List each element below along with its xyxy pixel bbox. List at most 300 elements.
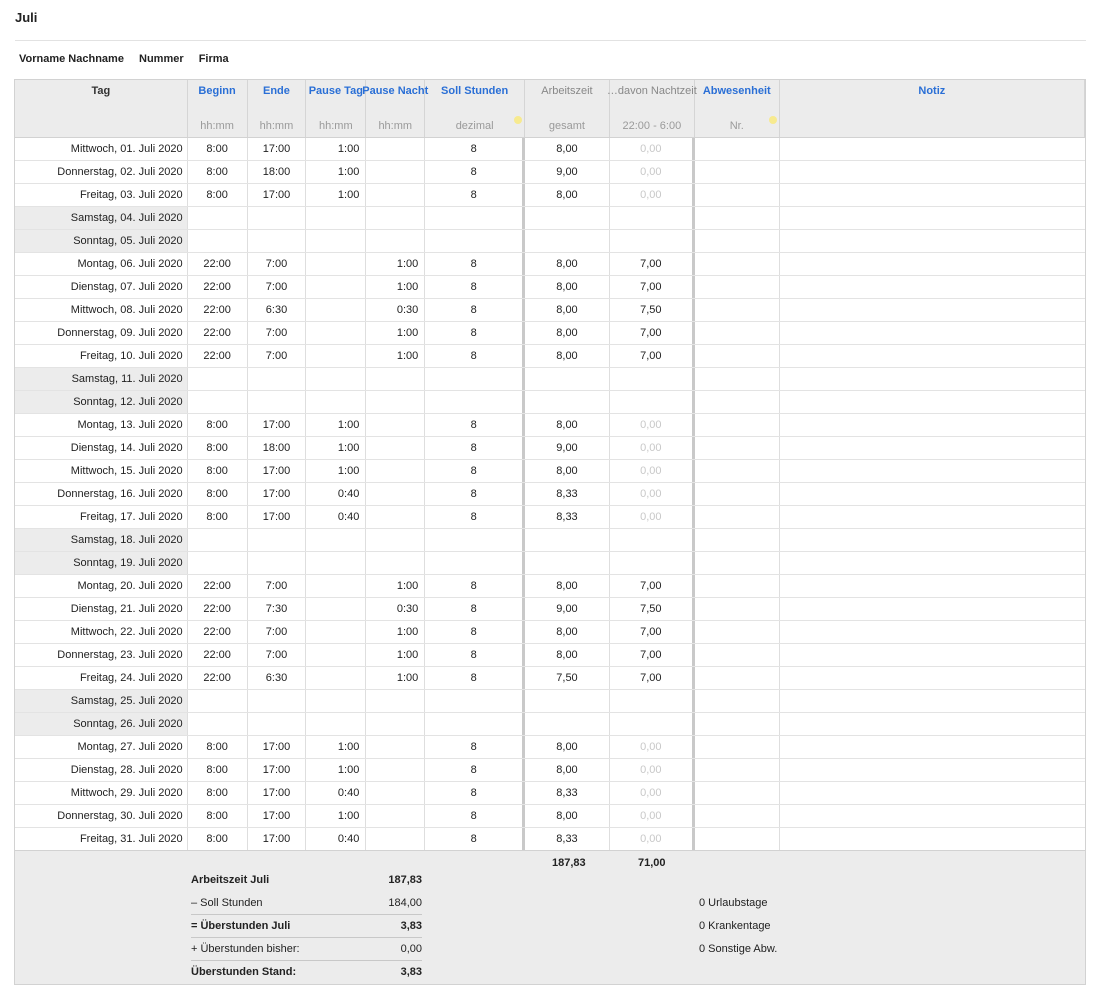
cell-ende[interactable]: 17:00 — [248, 805, 307, 827]
cell-pause-tag[interactable] — [306, 345, 366, 367]
cell-beginn[interactable]: 8:00 — [188, 483, 248, 505]
cell-pause-nacht[interactable] — [366, 460, 425, 482]
comment-marker-icon[interactable] — [514, 116, 522, 124]
cell-pause-tag[interactable] — [306, 621, 366, 643]
cell-notiz[interactable] — [780, 230, 1085, 252]
cell-pause-tag[interactable] — [306, 368, 366, 390]
cell-abwesenheit[interactable] — [695, 161, 780, 183]
cell-ende[interactable]: 7:00 — [248, 276, 307, 298]
cell-ende[interactable]: 7:00 — [248, 253, 307, 275]
cell-soll-stunden[interactable] — [425, 207, 525, 229]
cell-beginn[interactable]: 8:00 — [188, 805, 248, 827]
cell-pause-tag[interactable] — [306, 207, 366, 229]
summary-label: + Überstunden bisher: — [191, 943, 300, 955]
cell-tag: Samstag, 04. Juli 2020 — [15, 207, 188, 229]
timesheet-table — [14, 79, 1086, 985]
cell-notiz[interactable] — [780, 391, 1085, 413]
cell-beginn[interactable]: 22:00 — [188, 322, 248, 344]
cell-soll-stunden[interactable]: 8 — [425, 437, 525, 459]
cell-notiz[interactable] — [780, 184, 1085, 206]
cell-pause-tag[interactable] — [306, 253, 366, 275]
cell-tag: Dienstag, 07. Juli 2020 — [15, 276, 188, 298]
cell-soll-stunden[interactable]: 8 — [425, 414, 525, 436]
cell-abwesenheit[interactable] — [695, 828, 780, 850]
cell-soll-stunden[interactable]: 8 — [425, 736, 525, 758]
cell-beginn[interactable]: 8:00 — [188, 414, 248, 436]
cell-beginn[interactable] — [188, 207, 248, 229]
cell-notiz[interactable] — [780, 575, 1085, 597]
cell-beginn[interactable]: 22:00 — [188, 644, 248, 666]
cell-ende[interactable]: 17:00 — [248, 782, 307, 804]
cell-nachtzeit: 7,00 — [610, 621, 695, 643]
cell-soll-stunden[interactable] — [425, 391, 525, 413]
cell-abwesenheit[interactable] — [695, 621, 780, 643]
summary-label: = Überstunden Juli — [191, 920, 291, 932]
cell-arbeitszeit: 8,00 — [525, 644, 610, 666]
cell-notiz[interactable] — [780, 621, 1085, 643]
summary-row — [191, 914, 422, 937]
cell-pause-tag[interactable] — [306, 713, 366, 735]
column-unit: dezimal — [455, 120, 494, 132]
cell-ende[interactable] — [248, 713, 307, 735]
cell-soll-stunden[interactable]: 8 — [425, 759, 525, 781]
table-row — [15, 690, 1085, 713]
cell-soll-stunden[interactable]: 8 — [425, 161, 525, 183]
cell-notiz[interactable] — [780, 713, 1085, 735]
cell-pause-tag[interactable] — [306, 552, 366, 574]
cell-notiz[interactable] — [780, 253, 1085, 275]
cell-notiz[interactable] — [780, 805, 1085, 827]
cell-pause-tag[interactable]: 1:00 — [306, 161, 366, 183]
cell-ende[interactable]: 6:30 — [248, 299, 307, 321]
cell-beginn[interactable] — [188, 391, 248, 413]
cell-notiz[interactable] — [780, 414, 1085, 436]
cell-pause-nacht[interactable] — [366, 713, 425, 735]
cell-abwesenheit[interactable] — [695, 690, 780, 712]
table-row — [15, 460, 1085, 483]
cell-pause-tag[interactable] — [306, 690, 366, 712]
cell-arbeitszeit: 8,00 — [525, 138, 610, 160]
cell-abwesenheit[interactable] — [695, 138, 780, 160]
column-label: Pause Tag — [308, 85, 363, 97]
cell-beginn[interactable]: 22:00 — [188, 575, 248, 597]
cell-soll-stunden[interactable]: 8 — [425, 805, 525, 827]
cell-pause-nacht[interactable] — [366, 736, 425, 758]
cell-abwesenheit[interactable] — [695, 368, 780, 390]
cell-pause-nacht[interactable] — [366, 690, 425, 712]
cell-abwesenheit[interactable] — [695, 759, 780, 781]
cell-beginn[interactable] — [188, 230, 248, 252]
cell-pause-tag[interactable] — [306, 391, 366, 413]
cell-beginn[interactable]: 22:00 — [188, 299, 248, 321]
cell-tag: Freitag, 24. Juli 2020 — [15, 667, 188, 689]
cell-notiz[interactable] — [780, 207, 1085, 229]
cell-notiz[interactable] — [780, 644, 1085, 666]
column-header-nachtzeit — [606, 80, 697, 137]
column-unit: 22:00 - 6:00 — [622, 120, 682, 132]
table-row — [15, 161, 1085, 184]
cell-pause-nacht[interactable] — [366, 414, 425, 436]
cell-arbeitszeit: 8,00 — [525, 759, 610, 781]
cell-beginn[interactable]: 8:00 — [188, 138, 248, 160]
cell-notiz[interactable] — [780, 529, 1085, 551]
cell-tag: Donnerstag, 09. Juli 2020 — [15, 322, 188, 344]
cell-nachtzeit — [610, 690, 695, 712]
cell-tag: Donnerstag, 02. Juli 2020 — [15, 161, 188, 183]
cell-pause-tag[interactable]: 0:40 — [306, 483, 366, 505]
cell-pause-tag[interactable] — [306, 299, 366, 321]
summary-value: 3,83 — [400, 920, 422, 932]
cell-notiz[interactable] — [780, 828, 1085, 850]
cell-nachtzeit: 7,00 — [610, 322, 695, 344]
cell-notiz[interactable] — [780, 161, 1085, 183]
cell-beginn[interactable]: 8:00 — [188, 828, 248, 850]
cell-abwesenheit[interactable] — [695, 322, 780, 344]
cell-abwesenheit[interactable] — [695, 437, 780, 459]
cell-beginn[interactable] — [188, 552, 248, 574]
cell-abwesenheit[interactable] — [695, 207, 780, 229]
cell-notiz[interactable] — [780, 736, 1085, 758]
table-row — [15, 759, 1085, 782]
cell-pause-tag[interactable]: 0:40 — [306, 782, 366, 804]
cell-ende[interactable] — [248, 529, 307, 551]
cell-abwesenheit[interactable] — [695, 345, 780, 367]
cell-notiz[interactable] — [780, 138, 1085, 160]
cell-soll-stunden[interactable] — [425, 230, 525, 252]
cell-soll-stunden[interactable]: 8 — [425, 138, 525, 160]
cell-arbeitszeit — [525, 690, 610, 712]
cell-pause-nacht[interactable] — [366, 184, 425, 206]
cell-pause-nacht[interactable]: 1:00 — [366, 253, 425, 275]
cell-soll-stunden[interactable] — [425, 368, 525, 390]
cell-beginn[interactable]: 22:00 — [188, 621, 248, 643]
cell-notiz[interactable] — [780, 782, 1085, 804]
cell-nachtzeit: 0,00 — [610, 437, 695, 459]
cell-soll-stunden[interactable]: 8 — [425, 782, 525, 804]
cell-abwesenheit[interactable] — [695, 667, 780, 689]
cell-ende[interactable]: 17:00 — [248, 759, 307, 781]
cell-nachtzeit: 7,00 — [610, 575, 695, 597]
cell-pause-tag[interactable]: 0:40 — [306, 828, 366, 850]
cell-pause-tag[interactable]: 1:00 — [306, 759, 366, 781]
cell-ende[interactable]: 7:00 — [248, 322, 307, 344]
cell-notiz[interactable] — [780, 506, 1085, 528]
cell-notiz[interactable] — [780, 299, 1085, 321]
cell-beginn[interactable] — [188, 529, 248, 551]
cell-pause-nacht[interactable] — [366, 161, 425, 183]
cell-notiz[interactable] — [780, 598, 1085, 620]
cell-tag: Mittwoch, 22. Juli 2020 — [15, 621, 188, 643]
cell-pause-nacht[interactable]: 1:00 — [366, 345, 425, 367]
cell-pause-nacht[interactable]: 0:30 — [366, 299, 425, 321]
cell-nachtzeit: 7,50 — [610, 299, 695, 321]
cell-pause-nacht[interactable]: 1:00 — [366, 621, 425, 643]
cell-arbeitszeit: 8,33 — [525, 782, 610, 804]
column-header-notiz — [780, 80, 1085, 137]
cell-pause-tag[interactable] — [306, 598, 366, 620]
cell-abwesenheit[interactable] — [695, 529, 780, 551]
cell-tag: Samstag, 11. Juli 2020 — [15, 368, 188, 390]
cell-pause-nacht[interactable] — [366, 391, 425, 413]
cell-arbeitszeit: 9,00 — [525, 598, 610, 620]
cell-pause-tag[interactable]: 1:00 — [306, 138, 366, 160]
cell-abwesenheit[interactable] — [695, 598, 780, 620]
cell-notiz[interactable] — [780, 345, 1085, 367]
cell-pause-tag[interactable]: 1:00 — [306, 736, 366, 758]
cell-arbeitszeit: 8,00 — [525, 575, 610, 597]
cell-abwesenheit[interactable] — [695, 460, 780, 482]
cell-abwesenheit[interactable] — [695, 713, 780, 735]
cell-pause-tag[interactable]: 1:00 — [306, 184, 366, 206]
name-field[interactable]: Vorname Nachname — [19, 53, 124, 65]
cell-pause-nacht[interactable]: 1:00 — [366, 667, 425, 689]
cell-ende[interactable]: 17:00 — [248, 138, 307, 160]
cell-beginn[interactable]: 22:00 — [188, 253, 248, 275]
cell-abwesenheit[interactable] — [695, 276, 780, 298]
cell-soll-stunden[interactable]: 8 — [425, 828, 525, 850]
cell-beginn[interactable] — [188, 690, 248, 712]
number-field[interactable]: Nummer — [139, 53, 184, 65]
cell-pause-nacht[interactable] — [366, 437, 425, 459]
company-field[interactable]: Firma — [198, 53, 229, 65]
cell-arbeitszeit — [525, 207, 610, 229]
cell-ende[interactable]: 6:30 — [248, 667, 307, 689]
cell-nachtzeit — [610, 207, 695, 229]
cell-abwesenheit[interactable] — [695, 414, 780, 436]
cell-pause-nacht[interactable] — [366, 552, 425, 574]
cell-nachtzeit — [610, 552, 695, 574]
cell-pause-nacht[interactable]: 0:30 — [366, 598, 425, 620]
cell-abwesenheit[interactable] — [695, 184, 780, 206]
table-row — [15, 713, 1085, 736]
cell-ende[interactable]: 7:00 — [248, 621, 307, 643]
cell-beginn[interactable]: 22:00 — [188, 345, 248, 367]
cell-notiz[interactable] — [780, 667, 1085, 689]
cell-soll-stunden[interactable]: 8 — [425, 276, 525, 298]
cell-pause-tag[interactable] — [306, 667, 366, 689]
absence-count: 0 Sonstige Abw. — [699, 943, 778, 955]
cell-ende[interactable]: 7:00 — [248, 644, 307, 666]
cell-pause-tag[interactable] — [306, 529, 366, 551]
cell-ende[interactable] — [248, 690, 307, 712]
cell-notiz[interactable] — [780, 460, 1085, 482]
cell-notiz[interactable] — [780, 322, 1085, 344]
table-row — [15, 644, 1085, 667]
cell-pause-nacht[interactable]: 1:00 — [366, 322, 425, 344]
cell-pause-tag[interactable] — [306, 575, 366, 597]
column-header-abwesenheit — [695, 80, 780, 137]
cell-ende[interactable] — [248, 230, 307, 252]
summary-value: 184,00 — [388, 896, 422, 909]
summary-section — [15, 851, 1085, 984]
cell-notiz[interactable] — [780, 368, 1085, 390]
cell-beginn[interactable]: 8:00 — [188, 506, 248, 528]
cell-pause-tag[interactable]: 1:00 — [306, 414, 366, 436]
cell-ende[interactable]: 17:00 — [248, 483, 307, 505]
table-row — [15, 184, 1085, 207]
cell-beginn[interactable]: 8:00 — [188, 736, 248, 758]
table-row — [15, 345, 1085, 368]
cell-beginn[interactable]: 8:00 — [188, 161, 248, 183]
cell-soll-stunden[interactable]: 8 — [425, 598, 525, 620]
cell-arbeitszeit: 8,33 — [525, 506, 610, 528]
table-row — [15, 805, 1085, 828]
cell-notiz[interactable] — [780, 759, 1085, 781]
cell-tag: Donnerstag, 30. Juli 2020 — [15, 805, 188, 827]
cell-pause-nacht[interactable]: 1:00 — [366, 276, 425, 298]
cell-notiz[interactable] — [780, 437, 1085, 459]
cell-pause-tag[interactable]: 1:00 — [306, 460, 366, 482]
cell-pause-nacht[interactable] — [366, 759, 425, 781]
cell-soll-stunden[interactable]: 8 — [425, 253, 525, 275]
cell-ende[interactable] — [248, 552, 307, 574]
cell-abwesenheit[interactable] — [695, 805, 780, 827]
summary-label: Arbeitszeit Juli — [191, 873, 270, 886]
cell-beginn[interactable]: 22:00 — [188, 276, 248, 298]
cell-pause-tag[interactable] — [306, 230, 366, 252]
summary-label: Überstunden Stand: — [191, 966, 297, 978]
cell-abwesenheit[interactable] — [695, 552, 780, 574]
cell-ende[interactable]: 7:30 — [248, 598, 307, 620]
cell-soll-stunden[interactable]: 8 — [425, 345, 525, 367]
cell-tag: Freitag, 03. Juli 2020 — [15, 184, 188, 206]
cell-beginn[interactable]: 8:00 — [188, 437, 248, 459]
cell-arbeitszeit: 8,33 — [525, 828, 610, 850]
column-header-beginn — [188, 80, 248, 137]
cell-ende[interactable]: 17:00 — [248, 460, 307, 482]
cell-beginn[interactable]: 8:00 — [188, 759, 248, 781]
table-row — [15, 276, 1085, 299]
table-row — [15, 299, 1085, 322]
cell-soll-stunden[interactable]: 8 — [425, 667, 525, 689]
cell-ende[interactable]: 17:00 — [248, 414, 307, 436]
cell-beginn[interactable] — [188, 368, 248, 390]
cell-ende[interactable]: 17:00 — [248, 184, 307, 206]
table-row — [15, 368, 1085, 391]
cell-nachtzeit: 0,00 — [610, 161, 695, 183]
cell-ende[interactable]: 7:00 — [248, 575, 307, 597]
cell-beginn[interactable]: 8:00 — [188, 782, 248, 804]
cell-abwesenheit[interactable] — [695, 230, 780, 252]
cell-notiz[interactable] — [780, 552, 1085, 574]
cell-nachtzeit: 0,00 — [610, 460, 695, 482]
cell-tag: Freitag, 31. Juli 2020 — [15, 828, 188, 850]
cell-abwesenheit[interactable] — [695, 644, 780, 666]
cell-beginn[interactable]: 22:00 — [188, 667, 248, 689]
table-row — [15, 253, 1085, 276]
cell-soll-stunden[interactable]: 8 — [425, 506, 525, 528]
cell-tag: Freitag, 10. Juli 2020 — [15, 345, 188, 367]
cell-ende[interactable]: 18:00 — [248, 437, 307, 459]
cell-abwesenheit[interactable] — [695, 299, 780, 321]
cell-soll-stunden[interactable] — [425, 713, 525, 735]
column-label: Notiz — [918, 85, 946, 97]
summary-row — [191, 891, 422, 914]
comment-marker-icon[interactable] — [769, 116, 777, 124]
cell-soll-stunden[interactable]: 8 — [425, 460, 525, 482]
cell-nachtzeit: 7,50 — [610, 598, 695, 620]
cell-abwesenheit[interactable] — [695, 253, 780, 275]
cell-pause-nacht[interactable] — [366, 529, 425, 551]
cell-ende[interactable] — [248, 207, 307, 229]
cell-beginn[interactable]: 8:00 — [188, 184, 248, 206]
cell-soll-stunden[interactable]: 8 — [425, 644, 525, 666]
cell-pause-nacht[interactable] — [366, 828, 425, 850]
cell-soll-stunden[interactable]: 8 — [425, 322, 525, 344]
cell-pause-tag[interactable] — [306, 322, 366, 344]
cell-beginn[interactable] — [188, 713, 248, 735]
cell-abwesenheit[interactable] — [695, 506, 780, 528]
cell-ende[interactable]: 7:00 — [248, 345, 307, 367]
cell-notiz[interactable] — [780, 276, 1085, 298]
cell-nachtzeit — [610, 230, 695, 252]
total-arbeitszeit: 187,83 — [552, 857, 586, 869]
cell-notiz[interactable] — [780, 690, 1085, 712]
cell-pause-nacht[interactable] — [366, 483, 425, 505]
cell-ende[interactable] — [248, 368, 307, 390]
cell-tag: Dienstag, 28. Juli 2020 — [15, 759, 188, 781]
cell-soll-stunden[interactable]: 8 — [425, 483, 525, 505]
cell-pause-tag[interactable] — [306, 276, 366, 298]
cell-pause-nacht[interactable] — [366, 207, 425, 229]
cell-tag: Montag, 20. Juli 2020 — [15, 575, 188, 597]
cell-pause-tag[interactable] — [306, 644, 366, 666]
cell-soll-stunden[interactable]: 8 — [425, 621, 525, 643]
cell-ende[interactable] — [248, 391, 307, 413]
cell-pause-tag[interactable]: 1:00 — [306, 437, 366, 459]
cell-arbeitszeit — [525, 368, 610, 390]
cell-notiz[interactable] — [780, 483, 1085, 505]
cell-arbeitszeit: 8,33 — [525, 483, 610, 505]
cell-ende[interactable]: 17:00 — [248, 736, 307, 758]
cell-nachtzeit — [610, 713, 695, 735]
cell-soll-stunden[interactable]: 8 — [425, 299, 525, 321]
column-header-pause-nacht — [362, 80, 429, 137]
cell-beginn[interactable]: 8:00 — [188, 460, 248, 482]
cell-nachtzeit — [610, 368, 695, 390]
cell-pause-nacht[interactable] — [366, 138, 425, 160]
cell-tag: Sonntag, 19. Juli 2020 — [15, 552, 188, 574]
cell-pause-nacht[interactable] — [366, 368, 425, 390]
cell-abwesenheit[interactable] — [695, 391, 780, 413]
cell-ende[interactable]: 17:00 — [248, 828, 307, 850]
cell-soll-stunden[interactable] — [425, 529, 525, 551]
cell-pause-nacht[interactable] — [366, 805, 425, 827]
cell-soll-stunden[interactable]: 8 — [425, 184, 525, 206]
cell-pause-nacht[interactable]: 1:00 — [366, 575, 425, 597]
cell-pause-tag[interactable]: 0:40 — [306, 506, 366, 528]
cell-abwesenheit[interactable] — [695, 736, 780, 758]
cell-abwesenheit[interactable] — [695, 483, 780, 505]
cell-beginn[interactable]: 22:00 — [188, 598, 248, 620]
cell-pause-nacht[interactable] — [366, 230, 425, 252]
cell-abwesenheit[interactable] — [695, 575, 780, 597]
cell-soll-stunden[interactable] — [425, 690, 525, 712]
cell-ende[interactable]: 18:00 — [248, 161, 307, 183]
cell-soll-stunden[interactable] — [425, 552, 525, 574]
cell-pause-nacht[interactable] — [366, 782, 425, 804]
cell-tag: Mittwoch, 08. Juli 2020 — [15, 299, 188, 321]
cell-abwesenheit[interactable] — [695, 782, 780, 804]
table-row — [15, 552, 1085, 575]
cell-pause-nacht[interactable]: 1:00 — [366, 644, 425, 666]
summary-label: – Soll Stunden — [191, 896, 263, 909]
cell-ende[interactable]: 17:00 — [248, 506, 307, 528]
cell-soll-stunden[interactable]: 8 — [425, 575, 525, 597]
cell-pause-nacht[interactable] — [366, 506, 425, 528]
cell-pause-tag[interactable]: 1:00 — [306, 805, 366, 827]
cell-nachtzeit: 0,00 — [610, 759, 695, 781]
